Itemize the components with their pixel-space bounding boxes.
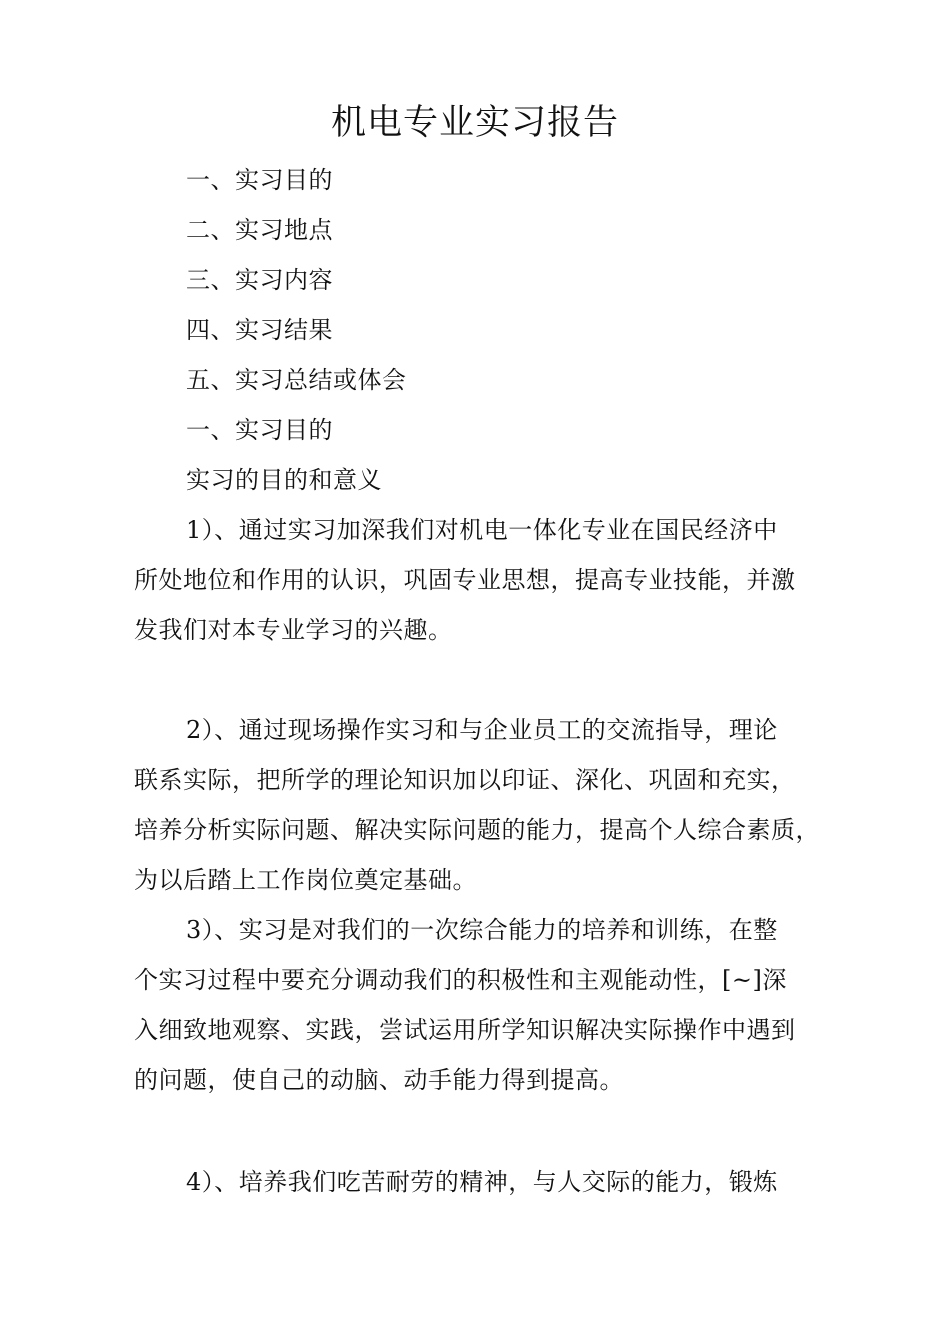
paragraph-line: 2）、通过现场操作实习和与企业员工的交流指导，理论 [186, 716, 778, 744]
paragraph-line: 为以后踏上工作岗位奠定基础。 [134, 866, 477, 894]
paragraph-line: 4）、培养我们吃苦耐劳的精神，与人交际的能力，锻炼 [186, 1168, 778, 1196]
toc-item-5: 五、实习总结或体会 [186, 366, 407, 394]
paragraph-line: 的问题，使自己的动脑、动手能力得到提高。 [134, 1066, 624, 1094]
paragraph-line: 发我们对本专业学习的兴趣。 [134, 616, 453, 644]
toc-item-2: 二、实习地点 [186, 216, 333, 244]
toc-item-1: 一、实习目的 [186, 166, 333, 194]
paragraph-line: 联系实际，把所学的理论知识加以印证、深化、巩固和充实， [134, 766, 796, 794]
paragraph-line: 1）、通过实习加深我们对机电一体化专业在国民经济中 [186, 516, 778, 544]
paragraph-line: 入细致地观察、实践，尝试运用所学知识解决实际操作中遇到 [134, 1016, 796, 1044]
toc-item-3: 三、实习内容 [186, 266, 333, 294]
document-title: 机电专业实习报告 [330, 103, 619, 143]
subsection-heading: 实习的目的和意义 [186, 466, 382, 494]
toc-item-4: 四、实习结果 [186, 316, 333, 344]
paragraph-line: 个实习过程中要充分调动我们的积极性和主观能动性，[~]深 [134, 966, 787, 994]
section-heading: 一、实习目的 [186, 416, 333, 444]
paragraph-line: 培养分析实际问题、解决实际问题的能力，提高个人综合素质， [134, 816, 820, 844]
paragraph-line: 所处地位和作用的认识，巩固专业思想，提高专业技能，并激 [134, 566, 796, 594]
paragraph-line: 3）、实习是对我们的一次综合能力的培养和训练，在整 [186, 916, 778, 944]
